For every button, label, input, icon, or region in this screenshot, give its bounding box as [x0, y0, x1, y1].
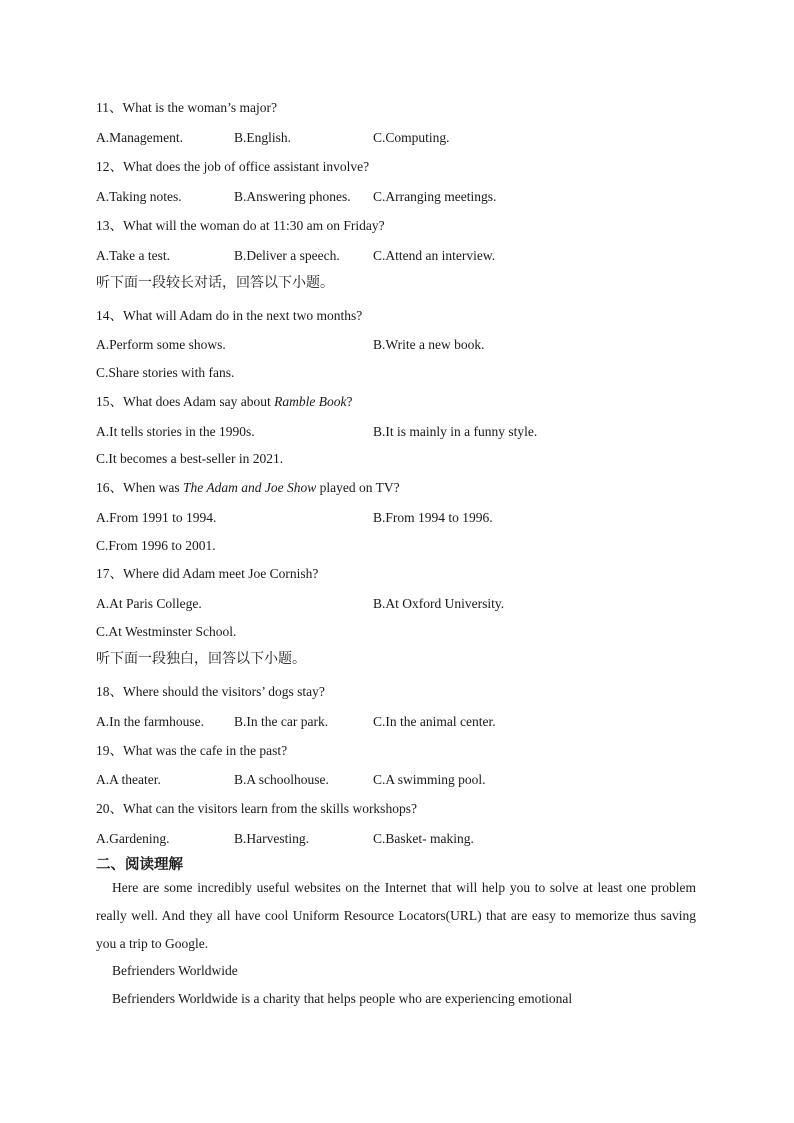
question-17: 17、Where did Adam meet Joe Cornish? — [96, 566, 319, 581]
q18-option-c: C.In the animal center. — [373, 714, 496, 729]
reading-paragraph-befrienders: Befrienders Worldwide is a charity that helps people who are experiencing emotional — [112, 991, 573, 1006]
q20-option-a: A.Gardening. — [96, 831, 170, 846]
q12-option-a: A.Taking notes. — [96, 189, 182, 204]
q16-option-b: B.From 1994 to 1996. — [373, 510, 493, 525]
question-16-end: played on TV? — [316, 480, 400, 495]
show-title: The Adam and Joe Show — [182, 480, 317, 495]
q14-option-b: B.Write a new book. — [373, 337, 485, 352]
q20-option-b: B.Harvesting. — [234, 831, 309, 846]
q19-option-b: B.A schoolhouse. — [234, 772, 329, 787]
q17-option-c: C.At Westminster School. — [96, 624, 237, 639]
q17-option-a: A.At Paris College. — [96, 596, 202, 611]
question-14: 14、What will Adam do in the next two months? — [96, 308, 363, 323]
q20-option-c: C.Basket- making. — [373, 831, 474, 846]
question-11: 11、What is the woman’s major? — [96, 100, 277, 115]
section-title-reading: 二、阅读理解 — [96, 857, 183, 873]
question-20: 20、What can the visitors learn from the skills workshops? — [96, 801, 417, 816]
q16-option-c: C.From 1996 to 2001. — [96, 538, 216, 553]
question-16 — [96, 479, 400, 497]
question-15 — [96, 393, 352, 411]
book-title: Ramble Book — [274, 394, 347, 409]
instruction-long-dialogue: 听下面一段较长对话，回答以下小题。 — [96, 275, 334, 291]
q18-option-a: A.In the farmhouse. — [96, 714, 204, 729]
q18-option-b: B.In the car park. — [234, 714, 329, 729]
q12-option-c: C.Arranging meetings. — [373, 189, 497, 204]
q11-option-c: C.Computing. — [373, 130, 450, 145]
reading-heading-befrienders: Befrienders Worldwide — [112, 963, 238, 978]
q15-option-c: C.It becomes a best-seller in 2021. — [96, 451, 284, 466]
q14-option-a: A.Perform some shows. — [96, 337, 226, 352]
question-15-end: ? — [346, 394, 353, 409]
question-15-text: 15、What does Adam say about — [96, 394, 275, 409]
q13-option-c: C.Attend an interview. — [373, 248, 496, 263]
q13-option-a: A.Take a test. — [96, 248, 171, 263]
reading-intro: Here are some incredibly useful websites on the Internet that will help you to solve at least one problem really well. And they all have cool Uniform Resource Locators(URL) that are easy to memorize thus saving you a trip to Google. — [96, 880, 696, 951]
q13-option-b: B.Deliver a speech. — [234, 248, 340, 263]
q11-option-a: A.Management. — [96, 130, 183, 145]
q19-option-a: A.A theater. — [96, 772, 161, 787]
q15-option-a: A.It tells stories in the 1990s. — [96, 424, 255, 439]
question-18: 18、Where should the visitors’ dogs stay? — [96, 684, 325, 699]
instruction-monologue: 听下面一段独白，回答以下小题。 — [96, 651, 306, 667]
q11-option-b: B.English. — [234, 130, 292, 145]
q16-option-a: A.From 1991 to 1994. — [96, 510, 217, 525]
q14-option-c: C.Share stories with fans. — [96, 365, 235, 380]
q15-option-b: B.It is mainly in a funny style. — [373, 424, 538, 439]
question-16-text: 16、When was — [96, 480, 183, 495]
question-12: 12、What does the job of office assistant involve? — [96, 159, 370, 174]
question-13: 13、What will the woman do at 11:30 am on Friday? — [96, 218, 385, 233]
question-19: 19、What was the cafe in the past? — [96, 743, 288, 758]
q19-option-c: C.A swimming pool. — [373, 772, 486, 787]
q17-option-b: B.At Oxford University. — [373, 596, 505, 611]
q12-option-b: B.Answering phones. — [234, 189, 351, 204]
